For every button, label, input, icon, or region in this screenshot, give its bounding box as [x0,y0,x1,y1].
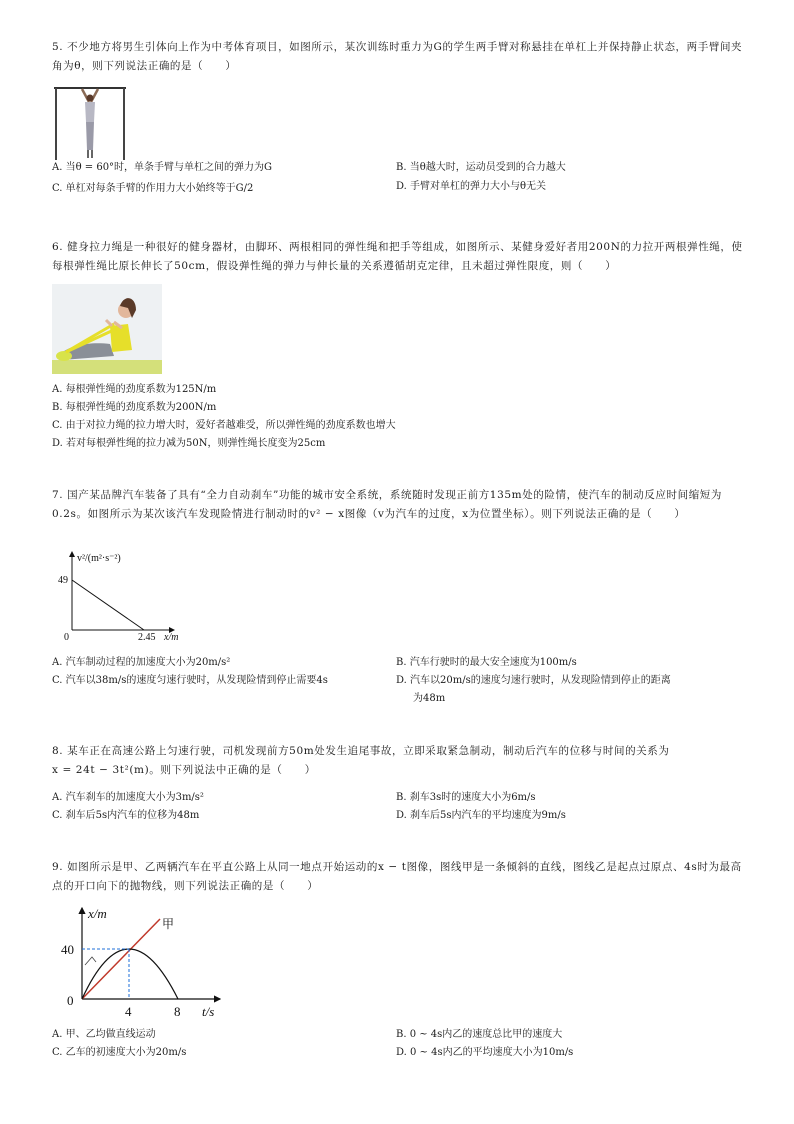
question-7 [52,486,752,524]
option-d-line-1: D. 汽车以20m/s的速度匀速行驶时，从发现险情到停止的距离 [396,675,671,686]
question-6 [52,238,752,276]
origin-label: 0 [64,632,69,642]
question-stem: 如图所示是甲、乙两辆汽车在平直公路上从同一地点开始运动的x − t图像，图线甲是一条倾斜的直线，图线乙是起点过原点、4s时为最高点的开口向下的抛物线，则下列说法正确的是（ ） [52,861,742,892]
y-value-label: 49 [58,575,68,586]
x-t-graph [52,902,232,1020]
x-mid-label: 4 [125,1004,132,1019]
option-a: A. 当θ = 60°时，单条手臂与单杠之间的弹力为G [52,162,273,173]
question-number: 5. [52,41,64,53]
option-c: C. 由于对拉力绳的拉力增大时，爱好者越难受，所以弹性绳的劲度系数也增大 [52,420,396,431]
x-axis-label: x/m [164,632,179,642]
option-b: B. 汽车行驶时的最大安全速度为100m/s [396,657,577,668]
v2-x-graph [52,546,202,642]
option-b: B. 当θ越大时，运动员受到的合力越大 [396,162,566,173]
origin-label: 0 [67,993,74,1008]
question-stem-line-1: 某车正在高速公路上匀速行驶，司机发现前方50m处发生追尾事故，立即采取紧急制动，制动后汽车的位移与时间的关系为 [67,745,670,757]
option-c: C. 乙车的初速度大小为20m/s [52,1047,187,1058]
y-value-label: 40 [61,942,74,957]
option-d: D. 刹车后5s内汽车的平均速度为9m/s [396,810,566,821]
option-c: C. 单杠对每条手臂的作用力大小始终等于G/2 [52,183,254,194]
option-b: B. 每根弹性绳的劲度系数为200N/m [52,402,217,413]
question-5 [52,38,752,76]
option-c: C. 刹车后5s内汽车的位移为48m [52,810,200,821]
option-b: B. 0 ~ 4s内乙的速度总比甲的速度大 [396,1029,563,1040]
question-stem-line-2: x = 24t − 3t²(m)。则下列说法中正确的是（ ） [52,764,316,776]
option-d: D. 手臂对单杠的弹力大小与θ无关 [396,181,547,192]
pullup-figure [52,82,128,160]
question-number: 9. [52,861,64,873]
question-stem: 健身拉力绳是一种很好的健身器材，由脚环、两根相同的弹性绳和把手等组成，如图所示、某健身爱好者用200N的力拉开两根弹性绳，使每根弹性绳比原长伸长了50cm，假设弹性绳的弹力与伸长量的关系遵循胡克定律，且未超过弹性限度，则（ ） [52,241,743,272]
question-number: 7. [52,489,64,501]
option-a: A. 汽车刹车的加速度大小为3m/s² [52,792,204,803]
option-a: A. 汽车制动过程的加速度大小为20m/s² [52,657,231,668]
option-d: D. 若对每根弹性绳的拉力减为50N，则弹性绳长度变为25cm [52,438,326,449]
question-number: 8. [52,745,64,757]
y-axis-label: x/m [88,906,107,921]
option-a: A. 每根弹性绳的劲度系数为125N/m [52,384,217,395]
x-axis-label: t/s [202,1004,215,1019]
question-number: 6. [52,241,64,253]
question-8 [52,742,752,780]
x-end-label: 8 [174,1004,181,1019]
option-b: B. 刹车3s时的速度大小为6m/s [396,792,536,803]
option-a: A. 甲、乙均做直线运动 [52,1029,156,1040]
question-9 [52,858,752,896]
line-jia-label: 甲 [162,917,175,931]
fitness-photo [52,284,162,374]
option-d: D. 0 ~ 4s内乙的平均速度大小为10m/s [396,1047,574,1058]
option-d-line-2: 为48m [413,693,446,704]
y-axis-label: v²/(m²·s⁻²) [77,553,121,564]
question-stem: 国产某品牌汽车装备了具有“全力自动刹车”功能的城市安全系统，系统随时发现正前方135m处的险情，使汽车的制动反应时间缩短为0.2s。如图所示为某次该汽车发现险情进行制动时的v² − x图像（v为汽车的过度，x为位置坐标）。则下列说法正确的是（ ） [52,489,723,520]
question-stem: 不少地方将男生引体向上作为中考体育项目，如图所示，某次训练时重力为G的学生两手臂对称悬挂在单杠上并保持静止状态，两手臂间夹角为θ，则下列说法正确的是（ ） [52,41,743,72]
x-value-label: 2.45 [138,632,156,642]
option-c: C. 汽车以38m/s的速度匀速行驶时，从发现险情到停止需要4s [52,675,328,686]
